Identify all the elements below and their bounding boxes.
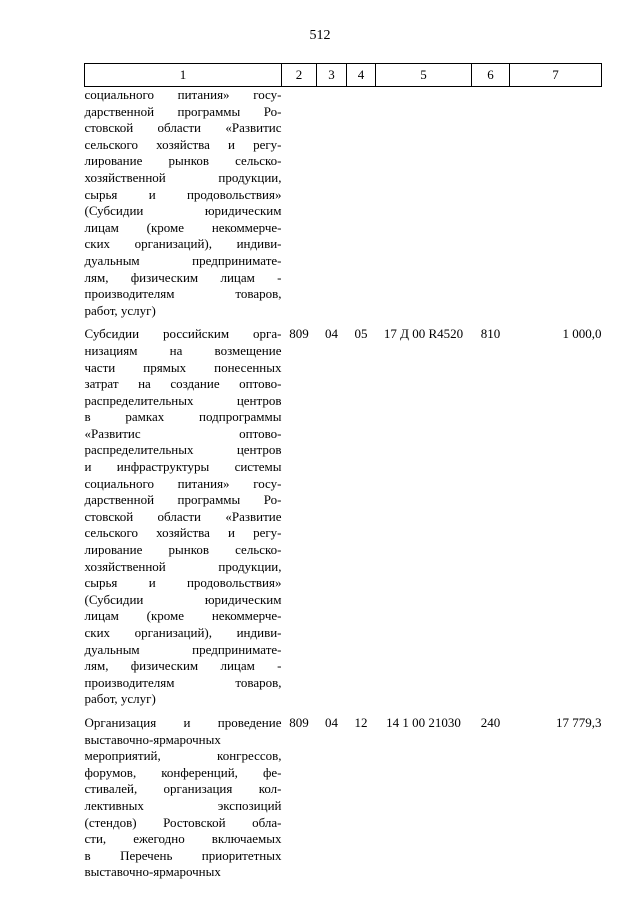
- row-amount: 1 000,0: [562, 326, 602, 342]
- description-line: дуальным предпринимате-: [84, 641, 282, 657]
- row-target-article: 14 1 00 21030: [386, 714, 461, 730]
- description-line: затрат на создание оптово-: [84, 376, 282, 392]
- description-line: хозяйственной продукции,: [84, 558, 282, 574]
- description-line: дарственной программы Ро-: [84, 103, 282, 119]
- table-body: [85, 87, 602, 881]
- row-subsection-code: [347, 87, 376, 320]
- description-line: производителям товаров,: [84, 286, 282, 302]
- description-line: лицам (кроме некоммерче-: [84, 608, 282, 624]
- description-line: сельского хозяйства и регу-: [84, 136, 282, 152]
- row-expense-type: 810: [480, 326, 501, 342]
- table-row: [85, 87, 602, 320]
- description-line: (Субсидии юридическим: [84, 591, 282, 607]
- description-line: дарственной программы Ро-: [84, 492, 282, 508]
- description-line: социального питания» госу-: [84, 475, 282, 491]
- row-description: [85, 708, 282, 881]
- header-col-7: 7: [510, 64, 602, 87]
- description-line: (Субсидии юридическим: [84, 203, 282, 219]
- row-subsection-code: 05: [354, 326, 368, 342]
- description-line: стовской области «Развитис: [84, 120, 282, 136]
- description-line: работ, услуг): [84, 302, 156, 318]
- description-line: и инфраструктуры системы: [84, 459, 282, 475]
- description-line: сырья и продовольствия»: [84, 186, 282, 202]
- row-description: [85, 319, 282, 708]
- description-line: выставочно-ярмарочных: [84, 864, 221, 880]
- description-line: ских организаций), индиви-: [84, 625, 282, 640]
- description-line: стовской области «Развитие: [84, 508, 282, 524]
- header-col-5: 5: [376, 64, 472, 87]
- row-expense-type: 240: [480, 714, 501, 730]
- description-line: работ, услуг): [84, 691, 156, 707]
- description-line: лирование рынков сельско-: [84, 542, 282, 558]
- description-line: лям, физическим лицам -: [84, 269, 282, 285]
- header-row: [85, 64, 602, 87]
- row-subsection-code: 12: [354, 714, 368, 730]
- description-line: лям, физическим лицам -: [84, 658, 282, 674]
- description-line: выставочно-ярмарочных: [84, 731, 221, 747]
- description-line: (стендов) Ростовской обла-: [84, 814, 282, 830]
- row-section-code: 04: [325, 714, 338, 730]
- row-amount: [510, 87, 602, 320]
- description-line: Организация и проведение: [84, 714, 282, 730]
- row-section-code: [317, 87, 347, 320]
- row-target-article: [376, 87, 472, 320]
- description-line: части прямых понесенных: [84, 359, 282, 375]
- description-line: сти, ежегодно включаемых: [84, 831, 282, 847]
- description-line: в Перечень приоритетных: [84, 847, 282, 863]
- description-line: распределительных центров: [84, 392, 282, 408]
- description-line: ских организаций), индиви-: [84, 236, 282, 252]
- row-ministry-code: 809: [289, 714, 309, 730]
- description-line: хозяйственной продукции,: [84, 169, 282, 185]
- row-description: [85, 87, 282, 320]
- header-col-1: 1: [85, 64, 282, 87]
- description-line: распределительных центров: [84, 442, 282, 458]
- description-line: социального питания» госу-: [84, 87, 282, 102]
- budget-table: [84, 63, 602, 881]
- page-number: 512: [309, 28, 331, 43]
- header-col-6: 6: [472, 64, 510, 87]
- description-line: низациям на возмещение: [84, 342, 282, 358]
- description-line: Субсидии российским орга-: [84, 326, 282, 342]
- row-ministry-code: 809: [289, 326, 309, 342]
- table-row: [85, 319, 602, 708]
- description-line: стивалей, организация кол-: [84, 781, 282, 797]
- row-expense-type: [472, 87, 510, 320]
- description-line: лирование рынков сельско-: [84, 153, 282, 169]
- description-line: форумов, конференций, фе-: [84, 764, 282, 780]
- row-section-code: 04: [325, 326, 338, 342]
- description-line: дуальным предпринимате-: [84, 252, 282, 268]
- row-ministry-code: [282, 87, 317, 320]
- description-line: лективных экспозиций: [84, 797, 282, 813]
- description-line: мероприятий, конгрессов,: [84, 748, 282, 764]
- description-line: производителям товаров,: [84, 674, 282, 690]
- description-line: сельского хозяйства и регу-: [84, 525, 282, 541]
- header-col-4: 4: [347, 64, 376, 87]
- description-line: сырья и продовольствия»: [84, 575, 282, 591]
- header-col-2: 2: [282, 64, 317, 87]
- row-amount: 17 779,3: [556, 714, 602, 730]
- description-line: в рамках подпрограммы: [84, 409, 282, 425]
- description-line: «Развитис оптово-: [84, 425, 282, 441]
- table-row: [85, 708, 602, 881]
- row-target-article: 17 Д 00 R4520: [383, 326, 464, 342]
- description-line: лицам (кроме некоммерче-: [84, 219, 282, 235]
- header-col-3: 3: [317, 64, 347, 87]
